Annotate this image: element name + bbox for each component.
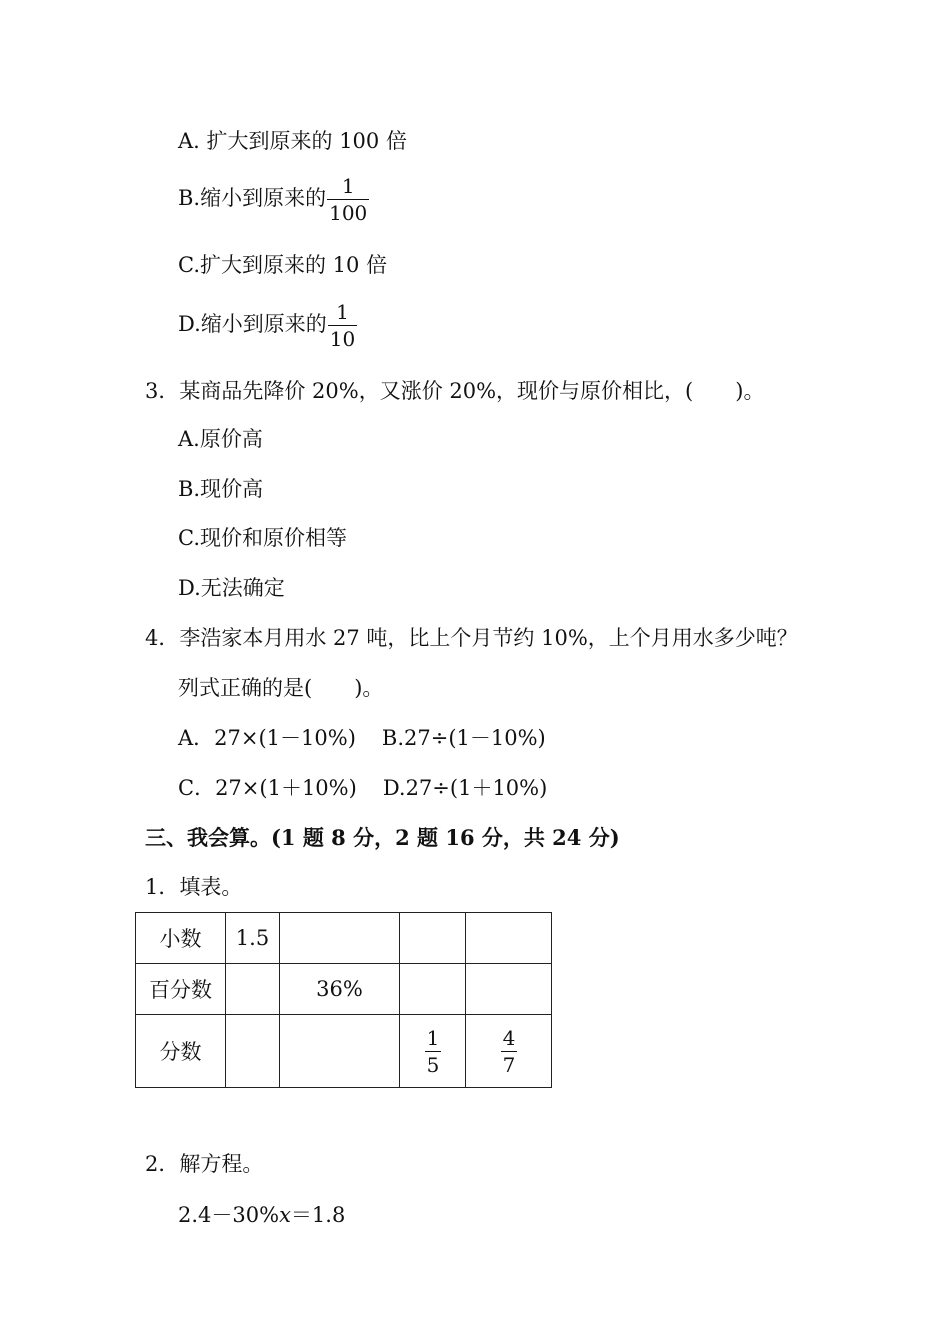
table-row xyxy=(136,964,552,1015)
table-row xyxy=(136,1015,552,1088)
q4-options-cd xyxy=(178,774,547,802)
fraction-denominator: 10 xyxy=(329,327,356,351)
fill-table xyxy=(135,912,552,1088)
fraction-denominator: 5 xyxy=(426,1052,440,1077)
cell-fraction-4 xyxy=(400,1015,466,1088)
cell-empty xyxy=(400,964,466,1015)
cell-empty xyxy=(226,1015,280,1088)
option-d-fraction xyxy=(328,302,357,349)
q4-option-b: B.27÷(1－10%) xyxy=(381,726,546,750)
q4-option-a: A．27×(1－10%) xyxy=(178,726,356,750)
cell-empty xyxy=(466,964,552,1015)
q3-option-a: A.原价高 xyxy=(178,427,263,451)
q3-option-b: B.现价高 xyxy=(178,477,264,501)
question-4-stem-2: 列式正确的是( )。 xyxy=(178,676,384,700)
option-d-text: D.缩小到原来的 xyxy=(178,312,327,336)
option-c xyxy=(178,251,387,279)
row-label-fraction: 分数 xyxy=(136,1015,226,1088)
row-label-decimal: 小数 xyxy=(136,913,226,964)
question-4-stem: 4．李浩家本月用水 27 吨，比上个月节约 10%，上个月用水多少吨？ xyxy=(145,626,798,650)
fraction-denominator: 100 xyxy=(329,201,368,225)
cell-empty xyxy=(466,913,552,964)
cell-percent-2: 36% xyxy=(280,964,400,1015)
cell-fraction-5 xyxy=(466,1015,552,1088)
row-label-percent: 百分数 xyxy=(136,964,226,1015)
fraction xyxy=(425,1025,442,1077)
option-b xyxy=(178,176,369,223)
option-d xyxy=(178,302,357,349)
equation-variable: x xyxy=(279,1203,291,1227)
equation-suffix: ＝1.8 xyxy=(290,1203,346,1227)
q3-option-d: D.无法确定 xyxy=(178,576,285,600)
option-b-fraction xyxy=(327,176,369,223)
cell-empty xyxy=(226,964,280,1015)
option-a xyxy=(178,127,407,155)
q4-options-ab xyxy=(178,724,546,752)
equation xyxy=(178,1201,345,1229)
equation-prefix: 2.4－30% xyxy=(178,1203,280,1227)
fraction xyxy=(501,1025,518,1077)
cell-empty xyxy=(280,913,400,964)
q4-option-c: C．27×(1＋10%) xyxy=(178,776,357,800)
fraction-numerator: 1 xyxy=(426,1025,440,1050)
fraction-numerator: 4 xyxy=(502,1025,516,1050)
fraction-numerator: 1 xyxy=(328,302,357,326)
q4-option-d: D.27÷(1＋10%) xyxy=(382,776,548,800)
cell-empty xyxy=(400,913,466,964)
option-b-text: B.缩小到原来的 xyxy=(178,186,327,210)
cell-decimal-1: 1.5 xyxy=(226,913,280,964)
q3-option-c: C.现价和原价相等 xyxy=(178,526,347,550)
option-c-text: C.扩大到原来的 10 倍 xyxy=(178,253,388,277)
cell-empty xyxy=(280,1015,400,1088)
question-3-stem: 3．某商品先降价 20%，又涨价 20%，现价与原价相比，( )。 xyxy=(145,379,765,403)
fraction-denominator: 7 xyxy=(502,1052,516,1077)
section-3-title: 三、我会算。(1 题 8 分，2 题 16 分，共 24 分) xyxy=(145,825,620,850)
option-a-text: A. 扩大到原来的 100 倍 xyxy=(178,129,407,153)
table-row xyxy=(136,913,552,964)
section-3-q2: 2．解方程。 xyxy=(145,1152,264,1176)
section-3-q1: 1．填表。 xyxy=(145,875,243,899)
fraction-numerator: 1 xyxy=(327,176,369,200)
